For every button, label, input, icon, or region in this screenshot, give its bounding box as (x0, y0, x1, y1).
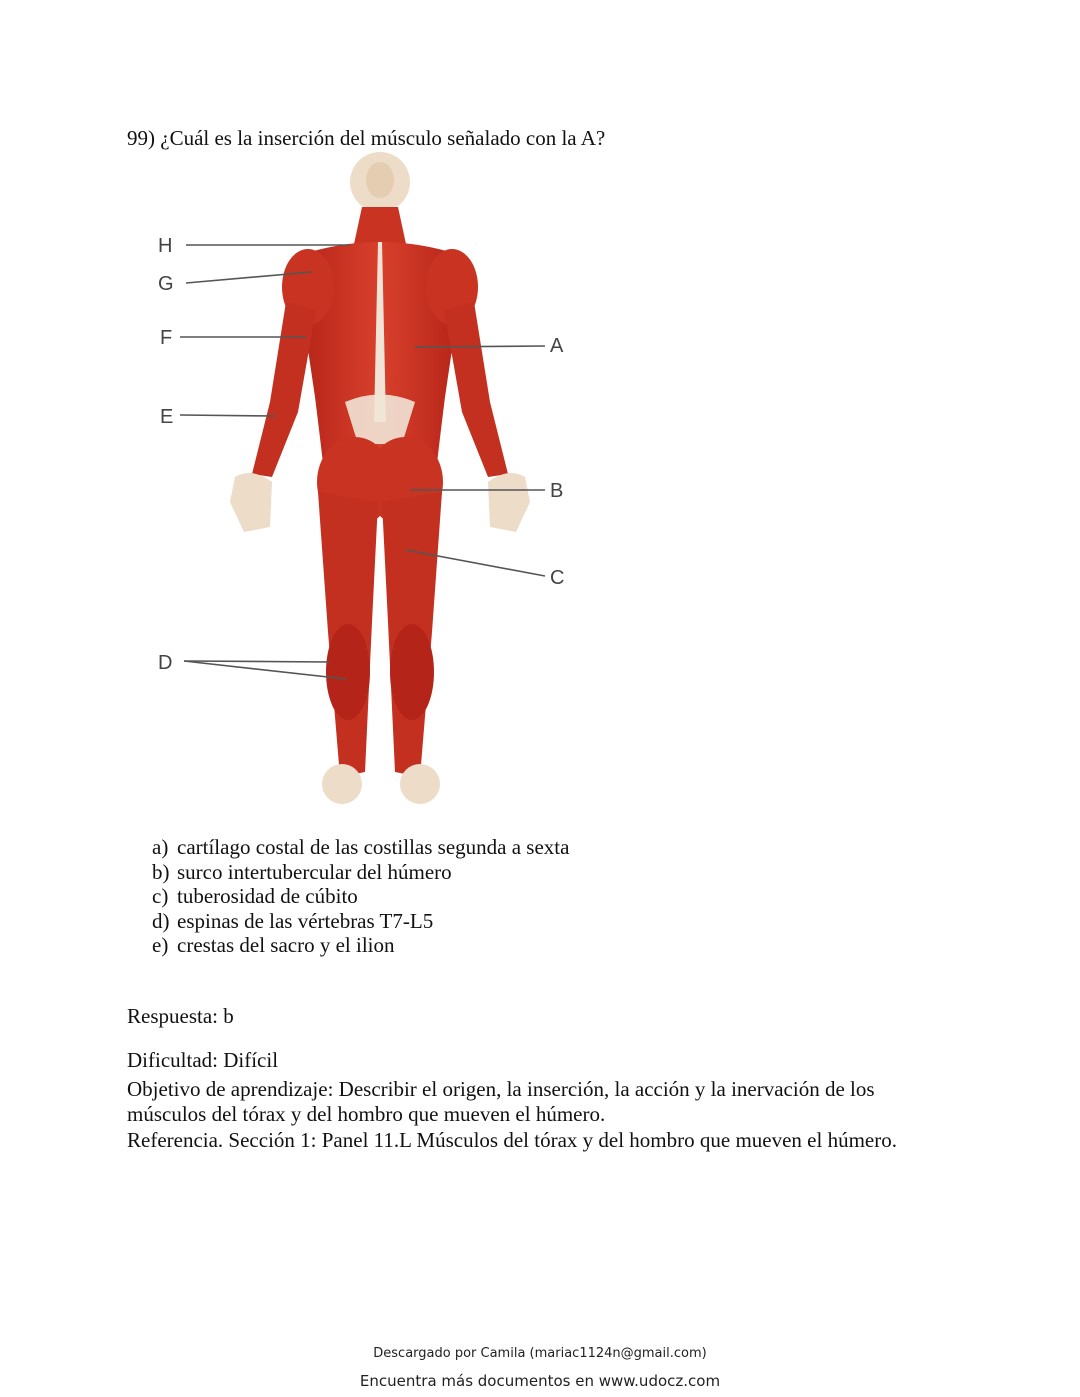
label-h: H (158, 235, 173, 257)
option-letter: a) (152, 835, 169, 859)
right-foot (400, 764, 440, 804)
option-text: crestas del sacro y el ilion (177, 933, 395, 957)
right-hand (488, 473, 530, 532)
left-arm (252, 302, 316, 477)
reference-text: Referencia. Sección 1: Panel 11.L Músculos del tórax y del hombro que mueven el húmero. (127, 1128, 897, 1152)
option-text: espinas de las vértebras T7-L5 (177, 908, 434, 933)
label-g: G (158, 273, 174, 295)
label-d: D (158, 652, 173, 674)
option-text: surco intertubercular del húmero (177, 859, 452, 884)
answer-text: Respuesta: b (127, 1004, 234, 1028)
label-f: F (160, 327, 173, 349)
difficulty-text: Dificultad: Difícil (127, 1048, 279, 1072)
option-a (152, 835, 569, 860)
neck-shape (354, 207, 406, 244)
left-hand (230, 473, 272, 532)
muscle-figure (140, 152, 600, 820)
option-letter: d) (152, 908, 170, 933)
option-letter: c) (152, 884, 169, 908)
question-text: 99) ¿Cuál es la inserción del músculo señalado con la A? (127, 126, 606, 150)
option-e (152, 933, 569, 958)
objective-text: Objetivo de aprendizaje: Describir el origen, la inserción, la acción y la inervación de los músculos del tórax y del hombro que mueven el húmero. (127, 1077, 875, 1126)
option-letter: e) (152, 933, 169, 957)
label-b: B (550, 480, 564, 502)
footer-more-docs: Encuentra más documentos en www.udocz.com (359, 1372, 721, 1390)
footer-downloaded-by: Descargado por Camila (mariac1124n@gmail.com) (373, 1346, 707, 1361)
label-c: C (550, 567, 565, 589)
option-text: tuberosidad de cúbito (177, 884, 358, 908)
posterior-muscles-illustration (140, 152, 600, 820)
option-letter: b) (152, 859, 170, 884)
label-a: A (550, 335, 564, 357)
right-arm (444, 302, 508, 477)
label-e: E (160, 406, 174, 428)
answer-options (152, 835, 569, 958)
left-foot (322, 764, 362, 804)
option-text: cartílago costal de las costillas segunda a sexta (177, 835, 570, 859)
right-calf (390, 624, 434, 720)
option-c (152, 884, 569, 909)
skull-highlight (366, 162, 394, 198)
option-b (152, 860, 569, 885)
left-calf (326, 624, 370, 720)
option-d (152, 909, 569, 934)
